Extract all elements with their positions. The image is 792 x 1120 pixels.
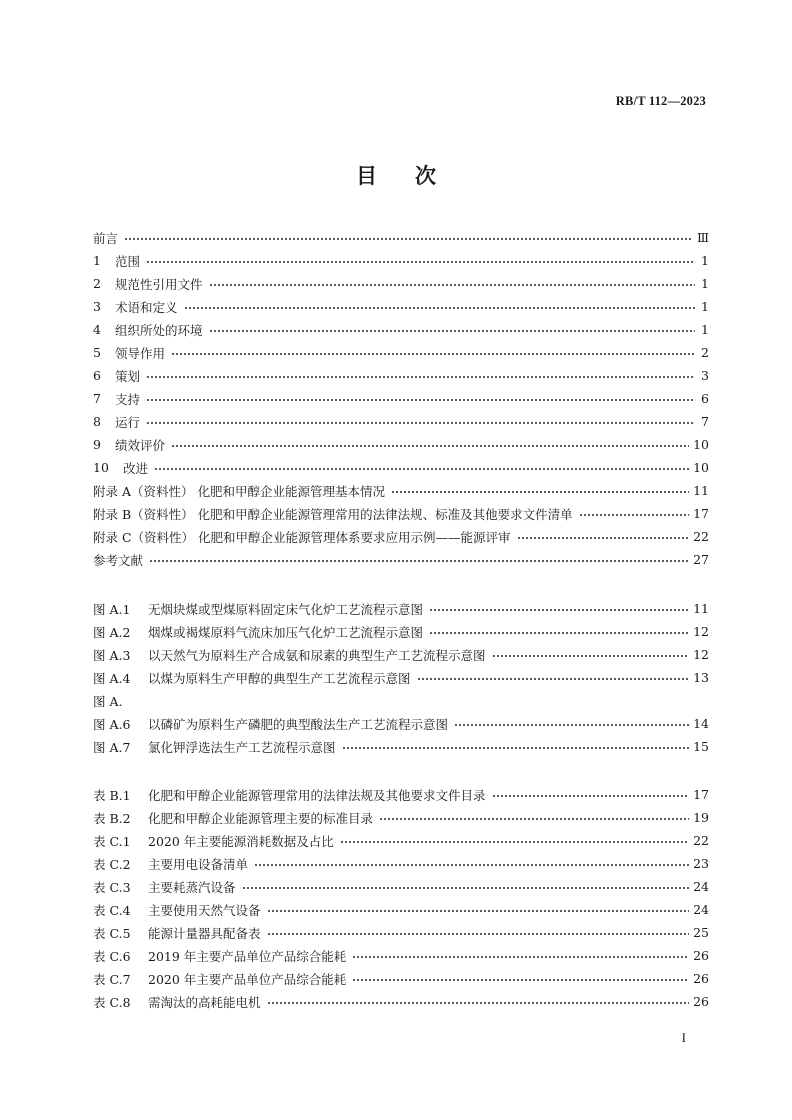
toc-leader-dots [184, 307, 695, 309]
toc-entry-label: 2020 年主要能源消耗数据及占比 [148, 833, 334, 849]
toc-entry-page: 24 [693, 879, 709, 894]
toc-leader-dots [149, 560, 689, 562]
toc-leader-dots [429, 609, 689, 611]
toc-leader-dots [492, 655, 690, 657]
toc-leader-dots [342, 747, 690, 749]
toc-entry-label: 术语和定义 [115, 299, 178, 315]
page-title: 目次 [356, 164, 474, 188]
toc-entry[interactable] [93, 852, 709, 875]
toc-entry-label: 参考文献 [93, 552, 144, 568]
toc-entry-page: 17 [693, 506, 709, 521]
toc-entry[interactable] [93, 620, 709, 643]
toc-entry-page: 11 [693, 601, 709, 616]
toc-entry[interactable] [93, 502, 709, 525]
toc-entry[interactable] [93, 712, 709, 735]
toc-entry-number: 图 A.4 [93, 670, 131, 686]
toc-entry-page: 14 [693, 716, 709, 731]
toc-entry-label: 氯化钾浮选法生产工艺流程示意图 [148, 739, 336, 755]
toc-entry-number: 7 [93, 391, 101, 406]
toc-entry-number: 表 C.5 [93, 925, 131, 941]
toc-entry-page: 6 [701, 391, 709, 406]
toc-entry-page: 27 [693, 552, 709, 567]
toc-entry-label: 烟煤或褐煤原料气流床加压气化炉工艺流程示意图 [148, 624, 424, 640]
toc-entry[interactable] [93, 643, 709, 666]
toc-leader-dots [352, 979, 689, 981]
toc-entry-page: 24 [693, 902, 709, 917]
toc-entry-number: 图 A.1 [93, 601, 131, 617]
toc-entry-label: 附录 C（资料性） 化肥和甲醇企业能源管理体系要求应用示例——能源评审 [93, 529, 511, 545]
toc-entry-label: 需淘汰的高耗能电机 [148, 994, 261, 1010]
toc-entry-label: 主要用电设备清单 [148, 856, 249, 872]
toc-entry-label: 范围 [115, 253, 141, 269]
toc-entry[interactable] [93, 249, 709, 272]
toc-entry-label: 化肥和甲醇企业能源管理主要的标准目录 [148, 810, 374, 826]
toc-entry[interactable] [93, 433, 709, 456]
toc-entry-page: 1 [701, 322, 709, 337]
toc-entry-number: 3 [93, 299, 101, 314]
toc-entry-page: 1 [701, 253, 709, 268]
toc-entry-page: Ⅲ [696, 230, 709, 245]
toc-entry-page: 15 [693, 739, 709, 754]
toc-entry-page: 12 [693, 624, 709, 639]
toc-entry-page: 23 [693, 856, 709, 871]
toc-entry-number: 表 C.7 [93, 971, 131, 987]
toc-leader-dots [267, 1002, 690, 1004]
toc-entry-number: 表 C.6 [93, 948, 131, 964]
toc-leader-dots [146, 399, 695, 401]
toc-leader-dots [340, 841, 689, 843]
toc-entry-page: 12 [693, 647, 709, 662]
toc-entry-number: 表 C.4 [93, 902, 131, 918]
toc-leader-dots [146, 376, 695, 378]
toc-entry[interactable] [93, 456, 709, 479]
toc-entry-label: 主要耗蒸汽设备 [148, 879, 236, 895]
toc-entry-number: 5 [93, 345, 101, 360]
toc-entry[interactable] [93, 967, 709, 990]
toc-entry-number: 图 A.7 [93, 739, 131, 755]
toc-entry[interactable] [93, 990, 709, 1013]
toc-entry-label: 改进 [123, 460, 149, 476]
toc-entry-number: 6 [93, 368, 101, 383]
toc-entry-number: 图 A.2 [93, 624, 131, 640]
toc-entry-number: 表 B.1 [93, 787, 131, 803]
toc-leader-dots [171, 445, 689, 447]
toc-entry[interactable] [93, 735, 709, 758]
toc-leader-dots [267, 933, 690, 935]
toc-entry-number: 图 A.6 [93, 716, 131, 732]
toc-entry-page: 17 [693, 787, 709, 802]
toc-entry-label: 绩效评价 [115, 437, 166, 453]
toc-entry-label: 前言 [93, 230, 119, 246]
toc-leader-dots [429, 632, 689, 634]
toc-entry[interactable] [93, 548, 709, 571]
toc-entry[interactable] [93, 364, 709, 387]
toc-entry-page: 3 [701, 368, 709, 383]
toc-entry-number: 表 B.2 [93, 810, 131, 826]
toc-entry-page: 25 [693, 925, 709, 940]
toc-leader-dots [209, 330, 695, 332]
toc-leader-dots [579, 514, 689, 516]
toc-entry[interactable] [93, 226, 709, 249]
toc-entry-page: 22 [693, 833, 709, 848]
toc-entry-label: 附录 B（资料性） 化肥和甲醇企业能源管理常用的法律法规、标准及其他要求文件清单 [93, 506, 573, 522]
toc-entry-page: 13 [693, 670, 709, 685]
toc-chapters [93, 226, 709, 571]
toc-entry-number: 表 C.1 [93, 833, 131, 849]
toc-entry[interactable] [93, 875, 709, 898]
toc-entry[interactable] [93, 479, 709, 502]
toc-entry-label: 运行 [115, 414, 141, 430]
toc-entry-number: 表 C.2 [93, 856, 131, 872]
toc-leader-dots [146, 422, 695, 424]
toc-entry-label: 无烟块煤或型煤原料固定床气化炉工艺流程示意图 [148, 601, 424, 617]
toc-entry-page: 1 [701, 299, 709, 314]
toc-entry-label: 组织所处的环境 [115, 322, 203, 338]
toc-entry-page: 22 [693, 529, 709, 544]
toc-entry-number: 10 [93, 460, 109, 475]
toc-entry[interactable] [93, 944, 709, 967]
toc-entry[interactable] [93, 689, 709, 712]
toc-entry-page: 1 [701, 276, 709, 291]
toc-leader-dots [517, 537, 690, 539]
toc-leader-dots [209, 284, 695, 286]
toc-entry[interactable] [93, 829, 709, 852]
toc-entry[interactable] [93, 525, 709, 548]
toc-entry[interactable] [93, 921, 709, 944]
toc-entry-number: 表 C.3 [93, 879, 131, 895]
toc-leader-dots [124, 238, 693, 240]
toc-entry-number: 表 C.8 [93, 994, 131, 1010]
document-code: RB/T 112—2023 [615, 94, 706, 108]
toc-figures [93, 597, 709, 758]
toc-entry-label: 支持 [115, 391, 141, 407]
toc-entry-label: 规范性引用文件 [115, 276, 203, 292]
toc-entry[interactable] [93, 272, 709, 295]
toc-leader-dots [379, 818, 689, 820]
toc-entry-label: 领导作用 [115, 345, 166, 361]
toc-entry-page: 7 [701, 414, 709, 429]
toc-entry[interactable] [93, 666, 709, 689]
toc-entry-label: 附录 A（资料性） 化肥和甲醇企业能源管理基本情况 [93, 483, 385, 499]
toc-entry-label: 以煤为原料生产甲醇的典型生产工艺流程示意图 [148, 670, 411, 686]
toc-entry-page: 11 [693, 483, 709, 498]
page-number: I [681, 1030, 686, 1045]
toc-leader-dots [154, 468, 689, 470]
toc-entry[interactable] [93, 318, 709, 341]
toc-entry[interactable] [93, 295, 709, 318]
toc-leader-dots [352, 956, 689, 958]
toc-entry[interactable] [93, 410, 709, 433]
toc-entry-page: 10 [693, 460, 709, 475]
toc-entry-number: 1 [93, 253, 101, 268]
toc-entry[interactable] [93, 898, 709, 921]
toc-entry-label: 2020 年主要产品单位产品综合能耗 [148, 971, 347, 987]
toc-entry-page: 19 [693, 810, 709, 825]
toc-leader-dots [391, 491, 689, 493]
toc-entry-page: 26 [693, 994, 709, 1009]
toc-entry-number: 8 [93, 414, 101, 429]
toc-entry-label: 策划 [115, 368, 141, 384]
toc-entry[interactable] [93, 597, 709, 620]
toc-leader-dots [454, 724, 689, 726]
toc-entry-number: 9 [93, 437, 101, 452]
toc-entry-label: 2019 年主要产品单位产品综合能耗 [148, 948, 347, 964]
toc-entry-label: 以磷矿为原料生产磷肥的典型酸法生产工艺流程示意图 [148, 716, 449, 732]
toc-leader-dots [492, 795, 690, 797]
toc-entry[interactable] [93, 806, 709, 829]
toc-entry-label: 化肥和甲醇企业能源管理常用的法律法规及其他要求文件目录 [148, 787, 486, 803]
toc-entry-number: 2 [93, 276, 101, 291]
toc-entry-number: 4 [93, 322, 101, 337]
toc-leader-dots [254, 864, 689, 866]
toc-leader-dots [146, 261, 695, 263]
toc-leader-dots [242, 887, 690, 889]
toc-tables [93, 783, 709, 1013]
toc-entry-label: 以天然气为原料生产合成氨和尿素的典型生产工艺流程示意图 [148, 647, 486, 663]
toc-entry[interactable] [93, 341, 709, 364]
toc-entry-page: 2 [701, 345, 709, 360]
toc-entry-page: 26 [693, 948, 709, 963]
toc-leader-dots [171, 353, 695, 355]
toc-entry-label: 主要使用天然气设备 [148, 902, 261, 918]
toc-leader-dots [267, 910, 690, 912]
toc-entry-page: 10 [693, 437, 709, 452]
toc-entry-label: 能源计量器具配备表 [148, 925, 261, 941]
toc-leader-dots [417, 678, 690, 680]
toc-entry-number: 图 A. [93, 693, 123, 709]
toc-entry-number: 图 A.3 [93, 647, 131, 663]
toc-entry[interactable] [93, 387, 709, 410]
toc-entry-page: 26 [693, 971, 709, 986]
toc-entry[interactable] [93, 783, 709, 806]
